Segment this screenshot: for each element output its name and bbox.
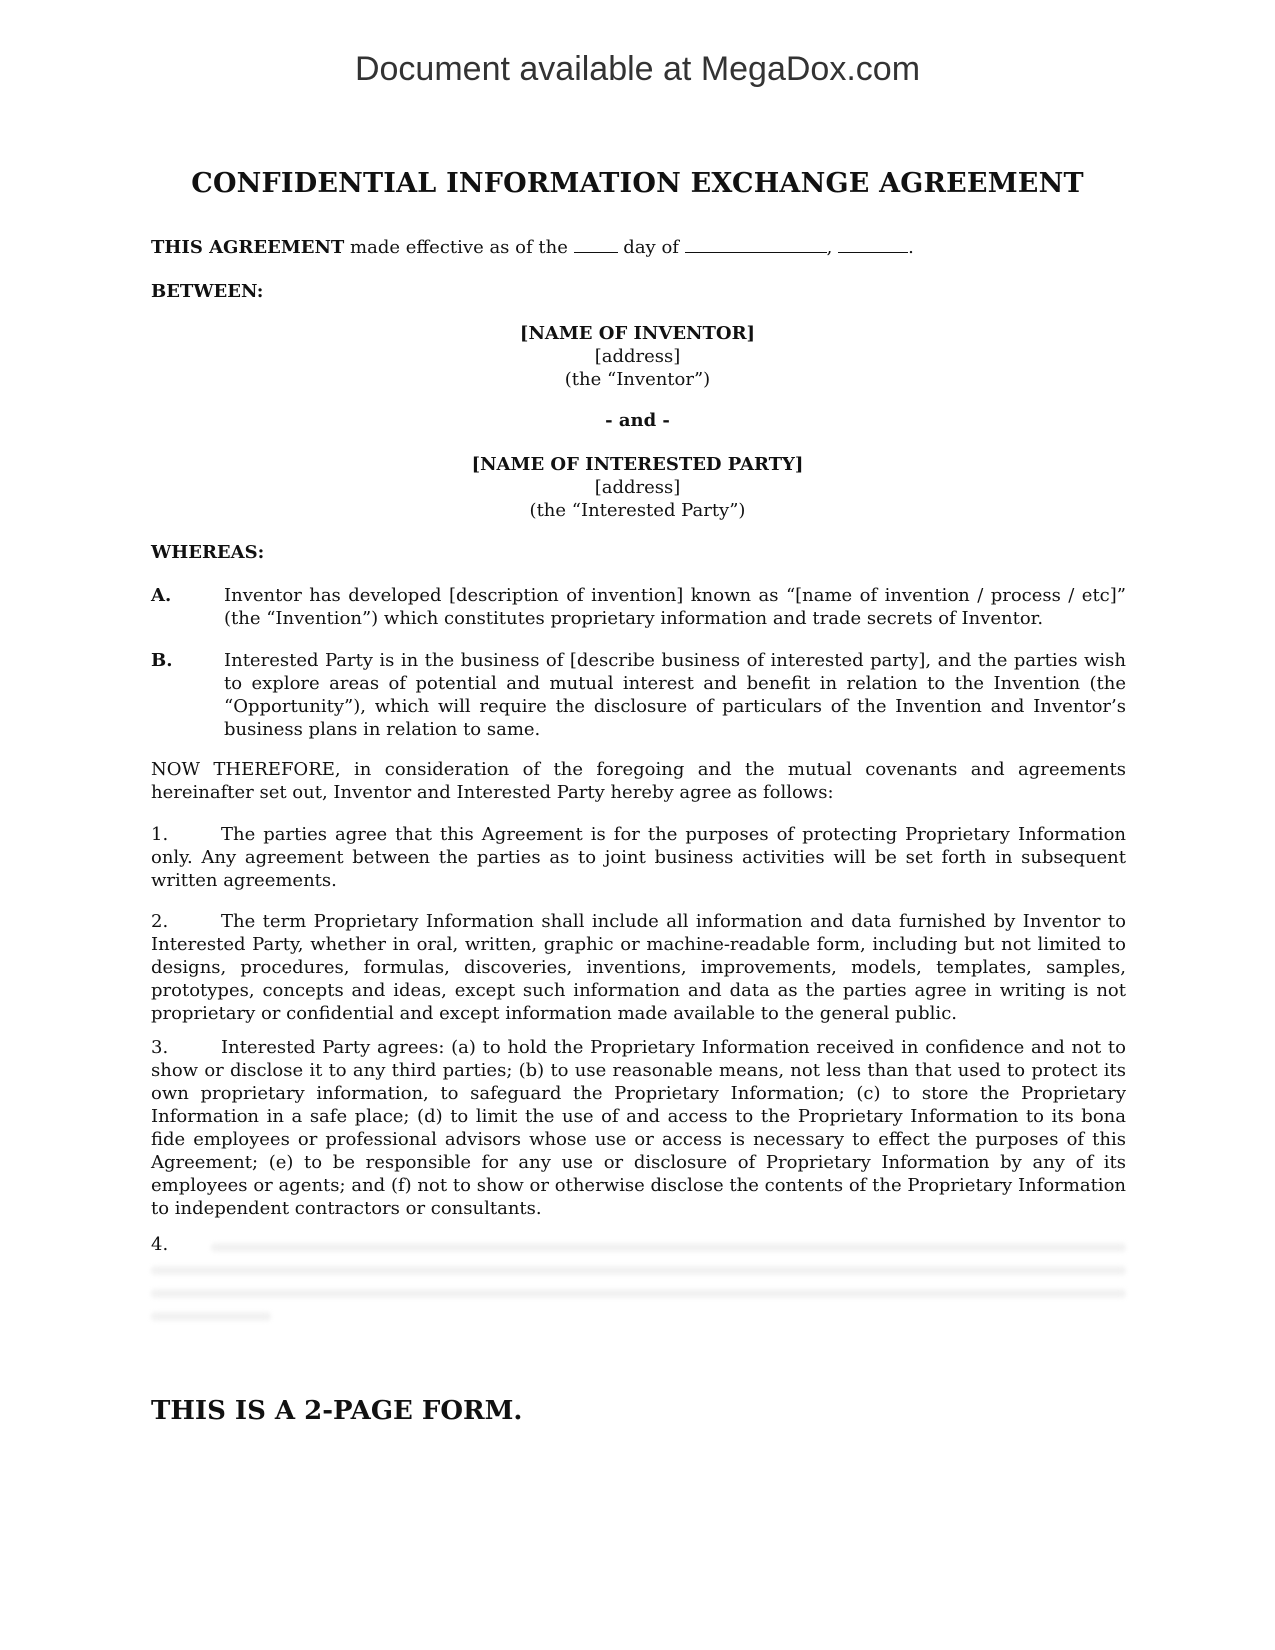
clause-1 [151, 823, 1126, 892]
clause-number: 3. [151, 1037, 169, 1058]
clause-2 [151, 910, 1126, 1025]
clause-number: 2. [151, 911, 169, 932]
whereas-label: WHEREAS: [151, 542, 265, 563]
clause-text: Interested Party agrees: (a) to hold the Proprietary Information received in confidence and not to show or disclose it to any third parties; (b) to use reasonable means, not less than that used to protect its own proprietary information, to safeguard the Proprietary Information; (c) to store the Proprietary Information in a safe place; (d) to limit the use of and access to the Proprietary Information to its bona fide employees or professional advisors whose use or access is necessary to effect the purposes of this Agreement; (e) to be responsible for any use or disclosure of Proprietary Information by any of its employees or agents; and (f) not to show or otherwise disclose the contents of the Proprietary Information to independent contractors or consultants. [151, 1037, 1126, 1219]
page-count-note: THIS IS A 2-PAGE FORM. [151, 1396, 523, 1426]
recital-text: Interested Party is in the business of [describe business of interested party], and the parties wish to explore areas of potential and mutual interest and benefit in relation to the Invention (the “Opportunity”), which will require the disclosure of particulars of the Invention and Inventor’s business plans in relation to same. [224, 650, 1126, 740]
recital-label: B. [151, 650, 173, 671]
obscured-line [151, 1266, 1126, 1275]
party-inventor [0, 322, 1275, 391]
month-blank [685, 236, 827, 253]
interested-party-alias: (the “Interested Party”) [529, 500, 746, 521]
inventor-address: [address] [594, 346, 681, 367]
and-separator: - and - [605, 410, 670, 431]
inventor-alias: (the “Inventor”) [564, 369, 711, 390]
clause-number: 4. [151, 1234, 169, 1255]
clause-text: The term Proprietary Information shall include all information and data furnished by Inventor to Interested Party, whether in oral, written, graphic or machine-readable form, including but not limited to designs, procedures, formulas, discoveries, inventions, improvements, models, templates, samples, prototypes, concepts and ideas, except such information and data as the parties agree in writing is not proprietary or confidential and except information made available to the general public. [151, 911, 1126, 1024]
clause-number: 1. [151, 824, 169, 845]
obscured-line [211, 1243, 1126, 1252]
interested-party-name: [NAME OF INTERESTED PARTY] [471, 454, 804, 475]
obscured-line [151, 1312, 271, 1321]
intro-text-2: day of [617, 237, 685, 258]
intro-text-1: made effective as of the [344, 237, 574, 258]
megadox-banner: Document available at MegaDox.com [354, 50, 921, 88]
clause-3 [151, 1036, 1126, 1220]
obscured-text-block [151, 1243, 1126, 1335]
inventor-name: [NAME OF INVENTOR] [519, 323, 756, 344]
recital-a [151, 584, 1126, 630]
recital-text: Inventor has developed [description of invention] known as “[name of invention / process / etc]” (the “Invention”) which constitutes proprietary information and trade secrets of Inventor. [224, 585, 1126, 629]
between-label: BETWEEN: [151, 281, 264, 302]
clause-text: The parties agree that this Agreement is for the purposes of protecting Proprietary Information only. Any agreement between the parties as to joint business activities will be set forth in subsequent written agreements. [151, 824, 1126, 891]
recital-label: A. [151, 585, 172, 606]
party-interested [0, 453, 1275, 522]
interested-party-address: [address] [594, 477, 681, 498]
day-blank [574, 236, 618, 253]
year-blank [838, 236, 908, 253]
agreement-title: CONFIDENTIAL INFORMATION EXCHANGE AGREEMENT [191, 168, 1084, 199]
intro-text-4: . [908, 237, 914, 258]
recital-b [151, 649, 1126, 741]
obscured-line [151, 1289, 1126, 1298]
intro-line [151, 236, 1126, 259]
now-therefore-paragraph: NOW THEREFORE, in consideration of the foregoing and the mutual covenants and agreements hereinafter set out, Inventor and Interested Party hereby agree as follows: [151, 759, 1126, 803]
intro-lead: THIS AGREEMENT [151, 237, 345, 258]
intro-text-3: , [826, 237, 839, 258]
